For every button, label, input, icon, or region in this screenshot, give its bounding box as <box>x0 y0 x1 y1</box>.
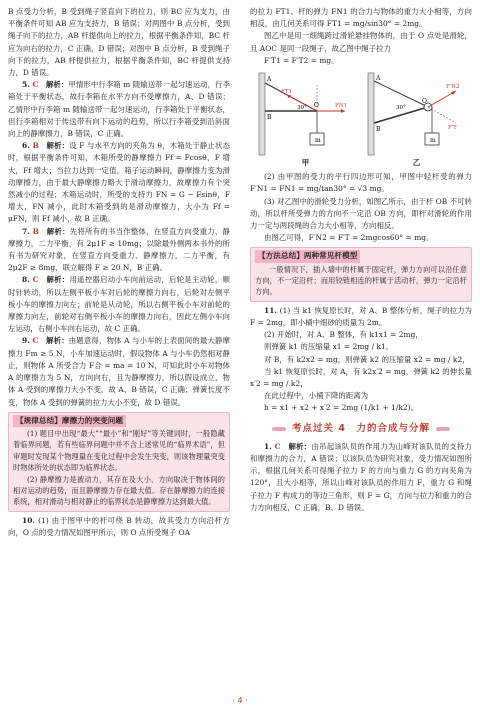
solution-label: 解析： <box>288 441 312 451</box>
label-B: B <box>266 114 271 122</box>
caption-yi: 乙 <box>412 158 421 168</box>
answer-letter: B <box>32 141 39 151</box>
paragraph: B 点受力分析，B 受到绳子竖直向下的拉力，则 BC 应为支力，由平衡条件可知 AB 应为支持力，B 错误；对两图中 B 点分析，受到绳子向下的拉力，AB 杆提供向上的拉力，根据平衡条件知，BC 杆应为向右的拉力，C 正确，D 错误；对图中 B 点分析，B 受到绳子向下的拉力，AB 杆提供拉力，根据平衡条件知，BC 杆提供支持力，D 错误。 <box>8 7 230 78</box>
paragraph: (2) 开始时，对 A、B 整体，有 k1x1 = 2mg， <box>264 330 423 340</box>
box-title: 【规律总结】摩擦力的突变问题 <box>13 415 126 427</box>
solution-label: 解析： <box>46 226 70 236</box>
answer-letter: C <box>32 80 39 90</box>
caption-jia: 甲 <box>301 158 310 168</box>
answer-9 <box>8 335 230 408</box>
answer-7 <box>8 226 230 275</box>
page-number: · 4 · <box>232 696 248 705</box>
question-number: 7. <box>22 226 33 236</box>
answer-letter: C <box>274 441 281 451</box>
answer-letter: C <box>32 275 39 285</box>
label-A: A <box>266 76 271 84</box>
angle-label: 30° <box>395 105 406 112</box>
solution-label: 解析： <box>46 275 70 285</box>
figure-captions <box>250 157 472 169</box>
label-FT: F′T <box>447 125 457 132</box>
paragraph: 当 k1 恢复原长时，对 A，有 k2x′2 = mg，弹簧 k2 的伸长量 x′2 = mg / k2， <box>250 366 472 389</box>
decoration <box>436 427 450 431</box>
section-title: 考点过关 4 力的合成与分解 <box>292 422 430 434</box>
paragraph: 对 B，有 k2x2 = mg，则弹簧 k2 的压缩量 x2 = mg / k2， <box>264 354 470 364</box>
diagram-jia <box>257 71 353 157</box>
paragraph: 的拉力 FT1、杆的弹力 FN1 的合力与物体的重力大小相等，方向相反，由几何关系可得 FT1 = mg/sin30° = 2mg。 <box>250 7 472 29</box>
answer-11 <box>250 305 472 329</box>
equation: h = x1 + x2 + x′2 = 2mg (1/k1 + 1/k2)。 <box>264 403 419 413</box>
solution-text: 由吊起该队员的作用力为山峰对该队员的支持力和摩擦力的合力，A 错误；以该队员为研究对象，受力情况如图所示，根据几何关系可得绳子拉力 F 的方向与重力 G 的方向夹角为 120°，且大小相等，所以山峰对该队员的作用力 F，重力 G 和绳子拉力 F 构成力的等边三角形，则 F = G，方向与拉力和重力的合力方向相反，C 正确，B、D 错误。 <box>250 441 472 512</box>
box-paragraph: (2) 静摩擦力是被动力，其存在及大小、方向取决于物体间的相对运动的趋势，而且静摩擦力存在最大值。存在静摩擦力的连接系统，相对滑动与相对静止的临界状态是静摩擦力达到最大值。 <box>13 474 225 507</box>
label-O: O <box>421 98 427 106</box>
answer-10 <box>8 515 230 539</box>
equation: 则弹簧 k1 的压缩量 x1 = 2mg / k1， <box>264 342 394 352</box>
paragraph: (2) 由甲图的受力的平行四边形可知，甲图中轻杆受的弹力 F′N1 = FN1 = mg/tan30° = √3 mg。 <box>250 172 472 194</box>
solution-text: (1) 当 k1 恢复原长时，对 A、B 整体分析，绳子的拉力为 F = 2mg，即小桶中细砂的质量为 2m。 <box>250 305 472 328</box>
right-column <box>250 6 472 514</box>
question-number: 5. <box>22 80 33 90</box>
force-diagrams <box>250 69 472 157</box>
question-number: 8. <box>22 275 33 285</box>
paragraph: 在此过程中，小桶下降的距离为 <box>264 391 369 401</box>
question-number: 11. <box>264 305 280 315</box>
section-heading <box>250 421 472 437</box>
question-number: 9. <box>22 336 33 346</box>
label-A: A <box>375 75 380 83</box>
paragraph: 由图乙可得，F′N2 = F′T = 2mgcos60° = mg。 <box>264 233 434 243</box>
label-FN1: FN1 <box>334 103 347 110</box>
label-FN2: F′N2 <box>445 84 460 91</box>
mass-label: m <box>314 137 321 145</box>
label-FT1: FT1 <box>280 89 292 96</box>
box-paragraph: (1) 题目中出现“最大”“最小”和“刚好”等关键词时，一般隐藏着临界问题，若有些临界问题中并不含上述常见的“临界术语”，但审题时发现某个物理量在变化过程中会发生突变，则该物理量突变时物体所处的状态即为临界状态。 <box>13 428 225 473</box>
solution-label: 解析： <box>46 336 69 346</box>
solution-text: (1) 由于图甲中的杆可绕 B 转动，故其受力方向沿杆方向，O 点的受力情况如图甲所示，则 O 点所受绳子 OA <box>8 515 230 537</box>
answer-1 <box>250 441 472 514</box>
method-summary-box <box>250 247 472 301</box>
solution-label: 解析： <box>45 80 69 90</box>
answer-5 <box>8 79 230 140</box>
box-paragraph: 一般情况下，插入墙中的杆属于固定杆，弹力方向可以沿任意方向，不一定沿杆；而用铰链相连的杆属于活动杆，弹力一定沿杆方向。 <box>255 264 467 297</box>
question-number: 1. <box>264 441 275 451</box>
paragraph: 图乙中是用一细绳跨过滑轮悬挂物体的，由于 O 点处是滑轮，且 AOC 是同一段绳子，故乙图中绳子拉力 <box>250 31 472 53</box>
answer-6 <box>8 140 230 225</box>
mass-label: m <box>429 137 436 145</box>
solution-text: 甲情形中行李箱 m 随输送带一起匀速运动，行李箱处于平衡状态，故行李箱在水平方向不受摩擦力，A、D 错误；乙情形中行李箱 m 随输送带一起匀速运动，行李箱处于平衡状态，但行李箱相对于传送带有向下运动的趋势，所以行李箱受到沿斜面向上的静摩擦力，B 错误，C 正确。 <box>8 80 230 139</box>
diagram-yi <box>366 71 466 157</box>
solution-text: 用遥控器启动小车向前运动，后轮是主动轮，顺时针转动，所以左侧平板小车对后轮的摩擦力向右，后轮对左侧平板小车的摩擦力向左；前轮是从动轮，所以右侧平板小车对前轮的摩擦力向左，前轮对右侧平板小车的摩擦力向右，因此左侧小车向左运动，右侧小车向右运动，故 C 正确。 <box>8 275 230 334</box>
solution-label: 解析： <box>46 141 70 151</box>
decoration <box>272 427 286 431</box>
box-title: 【方法总结】两种常见杆模型 <box>255 250 360 262</box>
rule-summary-box <box>8 412 230 512</box>
paragraph: (3) 对乙图中的滑轮受力分析，如图乙所示，由于杆 OB 不可转动，所以杆所受弹力的方向不一定沿 OB 方向，即杆对滑轮的作用力一定与两段绳的合力大小相等，方向相反。 <box>250 196 472 231</box>
answer-letter: B <box>32 226 39 236</box>
question-number: 6. <box>22 141 33 151</box>
solution-text: 先将所有的书当作整体，在竖直方向受重力、静摩擦力，二力平衡，有 2μ1F ≥ 10mg；以除最外侧两本书外的所有书为研究对象，在竖直方向受重力、静摩擦力，二力平衡，有 2μ2F ≥ 8mg，联立解得 F ≥ 20 N，B 正确。 <box>8 226 230 273</box>
solution-text: 由题意得，物体 A 与小车的上表面间的最大静摩擦力 Fm ≥ 5 N，小车加速运动时，假设物体 A 与小车仍然相对静止，则物体 A 所受合力 F合 = ma = 10 N，可知此时小车对物体 A 的摩擦力为 5 N，方向向右，且为静摩擦力，所以假设成立，物体 A 受到的摩擦力大小不变，故 A、B 错误，C 正确；弹簧长度不变，物体 A 受到的弹簧的拉力大小不变，故 D 错误。 <box>8 336 230 407</box>
question-number: 10. <box>22 515 39 525</box>
solution-text: 设 F 与水平方向的夹角为 θ，木箱处于静止状态时，根据平衡条件可知，木箱所受的静摩擦力 Ff = Fcosθ，F 增大，Ff 增大；当拉力达到一定值，箱子运动瞬间，静摩擦力变为滑动摩擦力，由于最大静摩擦力略大于滑动摩擦力，故摩擦力有个突然减小的过程；木箱运动时，所受的支持力 FN = G − Fsinθ，F 增大，FN 减小，此时木箱受到的是滑动摩擦力，大小为 Ff = μFN，则 Ff 减小，故 B 正确。 <box>8 141 230 224</box>
equation: F′T1 = F′T2 = mg。 <box>264 55 339 65</box>
left-column <box>8 6 230 539</box>
answer-8 <box>8 274 230 335</box>
label-O: O <box>313 102 319 110</box>
label-B: B <box>375 126 380 134</box>
angle-label: 30° <box>296 105 307 112</box>
answer-letter: C <box>32 336 39 346</box>
